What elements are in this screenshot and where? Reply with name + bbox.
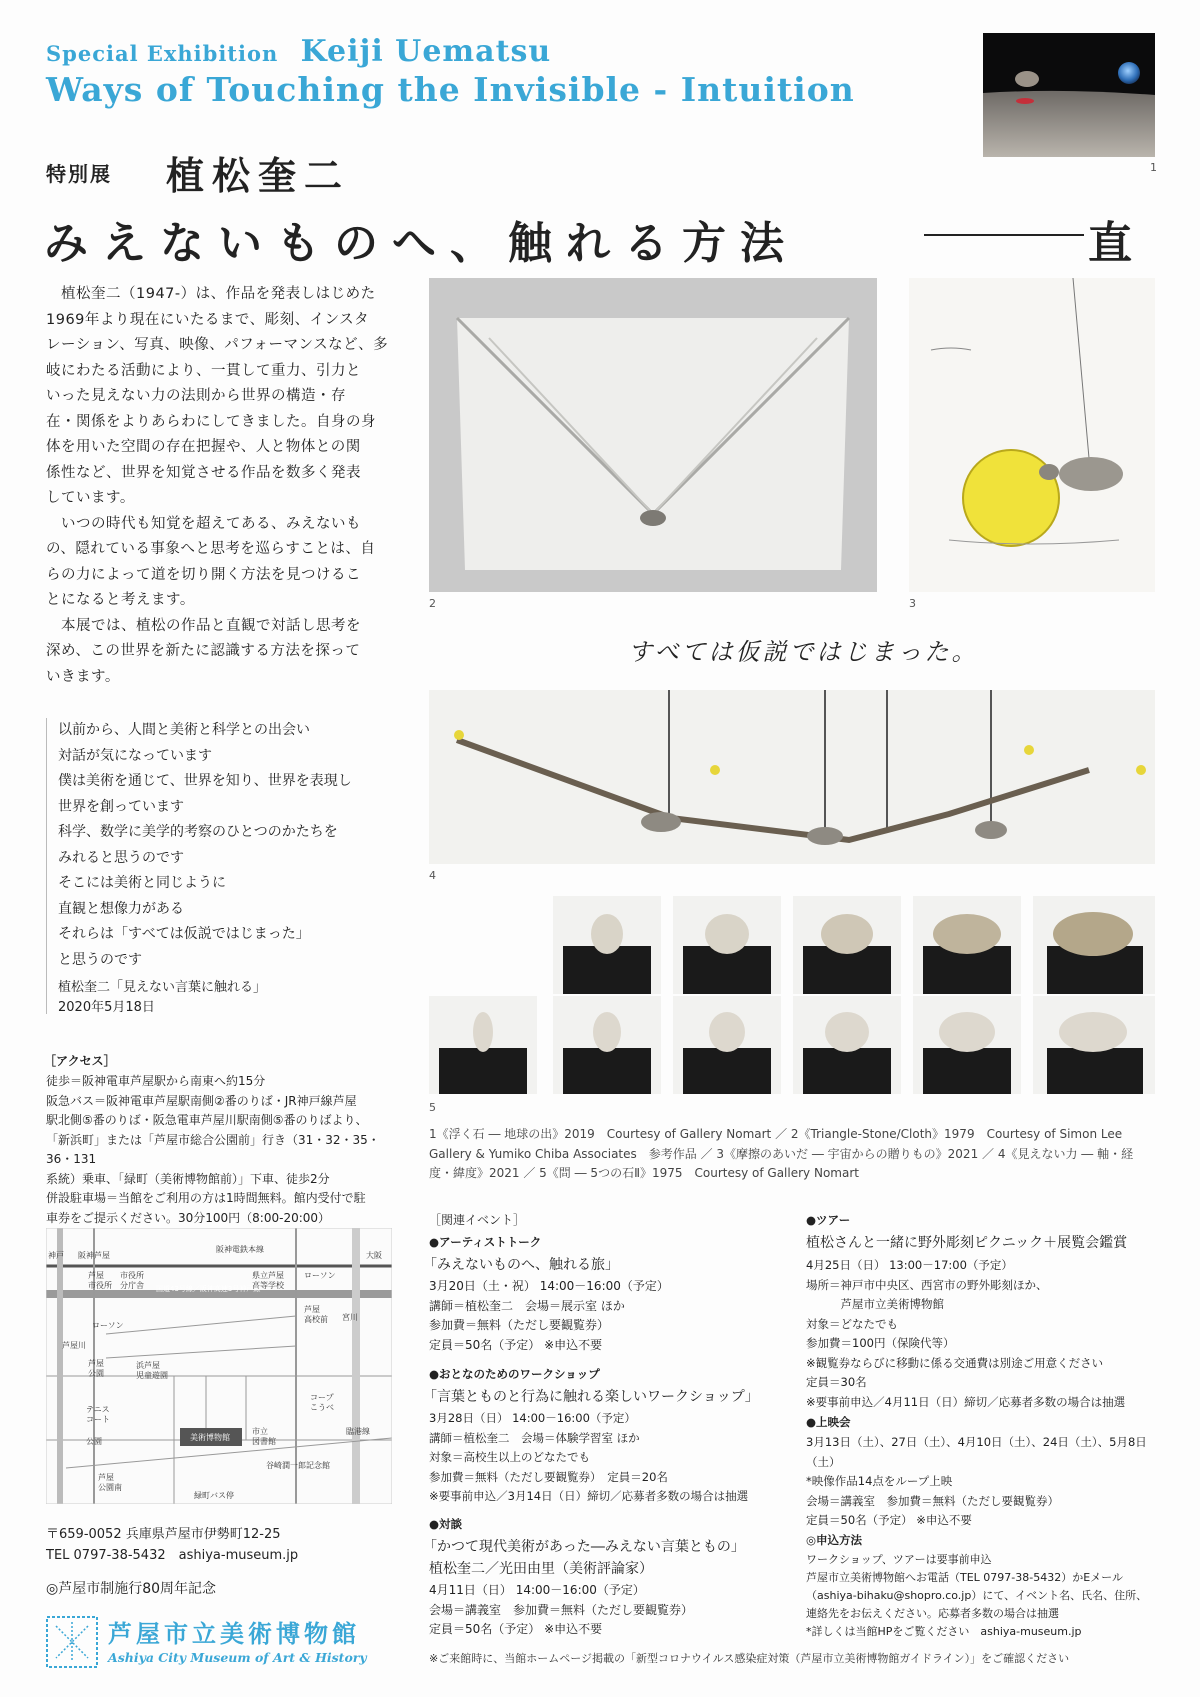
svg-text:阪神電鉄本線: 阪神電鉄本線 — [216, 1245, 264, 1254]
svg-text:阪神芦屋: 阪神芦屋 — [78, 1251, 110, 1260]
svg-text:神戸: 神戸 — [48, 1251, 64, 1260]
dialogue-speakers: 植松奎二／光田由里（美術評論家） — [429, 1561, 653, 1577]
en-title-line2: Ways of Touching the Invisible - Intuition — [46, 70, 855, 109]
svg-text:芦屋川: 芦屋川 — [62, 1341, 86, 1350]
dialogue-body: 4月11日（日） 14:00－16:00（予定） 会場＝講義室 参加費＝無料（ただし要観覧券） 定員＝50名（予定） ※申込不要 — [429, 1583, 694, 1636]
tour-title: 植松さんと一緒に野外彫刻ピクニック＋展覧会鑑賞 — [806, 1235, 1128, 1251]
events-heading: ［関連イベント］ — [429, 1213, 526, 1227]
artist-talk-body: 3月20日（土・祝） 14:00－16:00（予定） 講師＝植松奎二 会場＝展示室 ほか 参加費＝無料（ただし要観覧券） 定員＝50名（予定） ※申込不要 — [429, 1279, 669, 1352]
screening-head: ●上映会 — [806, 1415, 851, 1429]
museum-logo — [46, 1614, 396, 1674]
svg-text:公園: 公園 — [88, 1369, 104, 1378]
jp-label: 特別展 — [46, 162, 112, 186]
museum-name-jp: 芦屋市立美術博物館 — [108, 1620, 360, 1648]
artist-talk-title: 「みえないものへ、触れる旅」 — [423, 1257, 619, 1273]
covid-note: ※ご来館時に、当館ホームページ掲載の「新型コロナウイルス感染症対策（芦屋市立美術博物館ガイドライン）」をご確認ください — [429, 1652, 1070, 1665]
svg-text:市立: 市立 — [252, 1427, 268, 1436]
handwritten-phrase: すべては仮説ではじまった。 — [628, 638, 979, 666]
artist-talk-head: ●アーティストトーク — [429, 1235, 542, 1249]
museum-address: 〒659-0052 兵庫県芦屋市伊勢町12-25 TEL 0797-38-5432 ashiya-museum.jp — [46, 1527, 299, 1563]
svg-text:美術博物館: 美術博物館 — [190, 1433, 230, 1442]
en-title-line1 — [46, 34, 551, 69]
svg-text:浜芦屋: 浜芦屋 — [136, 1361, 160, 1370]
fig2-cloth-stone-photo — [429, 278, 877, 592]
workshop-title: 「言葉とものと行為に触れる楽しいワークショップ」 — [423, 1389, 759, 1405]
svg-text:分庁舎: 分庁舎 — [120, 1281, 144, 1290]
svg-text:テニス: テニス — [86, 1405, 110, 1414]
anniversary-note: ◎芦屋市制施行80周年記念 — [46, 1581, 217, 1597]
fig3-drawing-photo — [909, 278, 1155, 592]
jp-title-main: みえないものへ、触れる方法 — [44, 218, 798, 269]
access-heading: ［アクセス］ — [44, 1054, 116, 1068]
title-dash — [924, 234, 1084, 236]
fig1-number: 1 — [1150, 161, 1157, 174]
svg-text:公園: 公園 — [86, 1437, 102, 1446]
svg-text:緑町バス停: 緑町バス停 — [194, 1491, 234, 1500]
fig1-earthrise-photo — [983, 33, 1155, 157]
svg-text:こうべ: こうべ — [310, 1403, 334, 1412]
svg-text:公園南: 公園南 — [98, 1483, 122, 1492]
jp-title — [44, 207, 1164, 267]
jp-subtitle: 直 — [1088, 218, 1138, 269]
tour-body: 4月25日（日） 13:00－17:00（予定） 場所＝神戸市中央区、西宮市の野外彫刻ほか、 芦屋市立美術博物館 対象＝どなたでも 参加費＝100円（保険代等） ※観覧券ならびに移動に係る交通費は別途ご用意ください 定員＝30名 ※要事前申込／4月11日（日）締切／応募者多数の場合は抽選 — [806, 1258, 1126, 1409]
apply-method — [806, 1532, 1166, 1641]
fig3-number: 3 — [909, 597, 916, 610]
fig5-number: 5 — [429, 1101, 436, 1114]
svg-text:谷崎潤一郎記念館: 谷崎潤一郎記念館 — [266, 1461, 330, 1470]
svg-text:市役所: 市役所 — [120, 1271, 144, 1280]
svg-text:芦屋: 芦屋 — [88, 1359, 104, 1368]
svg-text:臨港線: 臨港線 — [346, 1427, 370, 1436]
workshop — [423, 1366, 809, 1507]
fig4-number: 4 — [429, 869, 436, 882]
svg-text:高校前: 高校前 — [304, 1315, 328, 1324]
svg-text:コープ: コープ — [310, 1393, 334, 1402]
artist-name-en: Keiji Uematsu — [300, 34, 552, 69]
svg-text:児童遊園: 児童遊園 — [136, 1371, 168, 1380]
fig5-photo-grid — [429, 896, 1155, 1096]
svg-text:ローソン: ローソン — [304, 1271, 336, 1280]
dialogue-title: 「かつて現代美術があった―みえない言葉ともの」 — [423, 1539, 745, 1555]
access-map — [46, 1228, 392, 1504]
jp-artist: 植松奎二 — [166, 154, 351, 198]
fig5-row1 — [553, 896, 1155, 994]
workshop-body: 3月28日（日） 14:00－16:00（予定） 講師＝植松奎二 会場＝体験学習室 ほか 対象＝高校生以上のどなたでも 参加費＝無料（ただし要観覧券） 定員＝20名 ※要事前申込／3月14日（日）締切／応募者多数の場合は抽選 — [429, 1411, 749, 1503]
poem-rule — [46, 718, 47, 1014]
museum-logo-mark — [46, 1616, 98, 1668]
apply-body: ワークショップ、ツアーは要事前申込 芦屋市立美術博物館へお電話（TEL 0797-38-5432）かEメール （ashiya-bihaku@shopro.co.jp）にて、イベント名、氏名、住所、 連絡先をお伝えください。応募者多数の場合は抽選 *詳しくは当館HPをご覧ください ashiya-museum.jp — [806, 1553, 1148, 1638]
svg-text:宮川: 宮川 — [342, 1313, 358, 1322]
captions: 1《浮く石 ― 地球の出》2019 Courtesy of Gallery Nomart ／ 2《Triangle-Stone/Cloth》1979 Courtesy of Simon Lee Gallery & Yumiko Chiba Associates 参考作品 ／ 3《摩擦のあいだ ― 宇宙からの贈りもの》2021 ／ 4《見えない力 ― 軸・経度・緯度》2021 ／ 5《問 ― 5つの石Ⅱ》1975 Courtesy of Gallery Nomart — [429, 1127, 1134, 1180]
poem-text: 以前から、人間と美術と科学との出会い 対話が気になっています 僕は美術を通じて、世界を知り、世界を表現し 世界を創っています 科学、数学に美学的考察のひとつのかたちを みれると思うのです そこには美術と同じように 直観と想像力がある それらは「すべては仮説ではじまった」 と思うのです — [58, 722, 352, 968]
tour-head: ●ツアー — [806, 1213, 851, 1227]
svg-text:市役所: 市役所 — [88, 1281, 112, 1290]
svg-text:県立芦屋: 県立芦屋 — [252, 1271, 284, 1280]
svg-text:芦屋: 芦屋 — [98, 1473, 114, 1482]
dialogue — [423, 1516, 809, 1640]
svg-text:芦屋: 芦屋 — [304, 1305, 320, 1314]
poem-credit: 植松奎二「見えない言葉に触れる」 2020年5月18日 — [58, 980, 267, 1015]
screening-body: 3月13日（土）、27日（土）、4月10日（土）、24日（土）、5月8日（土） *映像作品14点をループ上映 会場＝講義室 参加費＝無料（ただし要観覧券） 定員＝50名（予定） ※申込不要 — [806, 1435, 1147, 1527]
dialogue-head: ●対談 — [429, 1517, 463, 1531]
access-body: 徒歩＝阪神電車芦屋駅から南東へ約15分 阪急バス＝阪神電車芦屋駅南側②番のりば・JR神戸線芦屋 駅北側⑤番のりば・阪急電車芦屋川駅南側⑤番のりばより、 「新浜町」または「芦屋市総合公園前」行き（31・32・35・36・131 系統）乗車、「緑町（美術博物館前）」下車、徒歩2分 併設駐車場＝当館をご利用の方は1時間無料。館内受付で駐 車券をご提示ください。30分100円（8:00-20:00） — [46, 1074, 380, 1225]
svg-text:国道43号線／阪神高速3号神戸線: 国道43号線／阪神高速3号神戸線 — [156, 1285, 261, 1293]
screening — [806, 1414, 1166, 1531]
svg-text:コート: コート — [86, 1415, 110, 1424]
apply-head: ◎申込方法 — [806, 1533, 863, 1547]
svg-text:高等学校: 高等学校 — [252, 1281, 284, 1290]
svg-text:ローソン: ローソン — [92, 1321, 124, 1330]
fig5-row2 — [429, 996, 1155, 1094]
intro-text: 植松奎二（1947-）は、作品を発表しはじめた 1969年より現在にいたるまで、彫刻、インスタ レーション、写真、映像、パフォーマンスなど、多 岐にわたる活動により、一貫して重力、引力と いった見えない力の法則から世界の構造・存 在・関係をよりあらわにしてきました。自身の身 体を用いた空間の存在把握や、人と物体との関 係性など、世界を知覚させる作品を数多く発表 しています。 いつの時代も知覚を超えてある、みえないも の、隠れている事象へと思考を巡らすことは、自 らの力によって道を切り開く方法を見つけるこ とになると考えます。 本展では、植松の作品と直観で対話し思考を 深め、この世界を新たに認識する方法を探って いきます。 — [46, 286, 389, 685]
artist-talk — [423, 1234, 809, 1355]
svg-text:芦屋: 芦屋 — [88, 1271, 104, 1280]
fig2-number: 2 — [429, 597, 436, 610]
tour — [806, 1212, 1166, 1412]
svg-text:図書館: 図書館 — [252, 1437, 276, 1446]
workshop-head: ●おとなのためのワークショップ — [429, 1367, 600, 1381]
fig4-installation-photo — [429, 690, 1155, 864]
museum-name-en: Ashiya City Museum of Art & History — [108, 1650, 367, 1665]
svg-text:大阪: 大阪 — [366, 1251, 382, 1260]
special-exhibition-label: Special Exhibition — [46, 41, 279, 66]
